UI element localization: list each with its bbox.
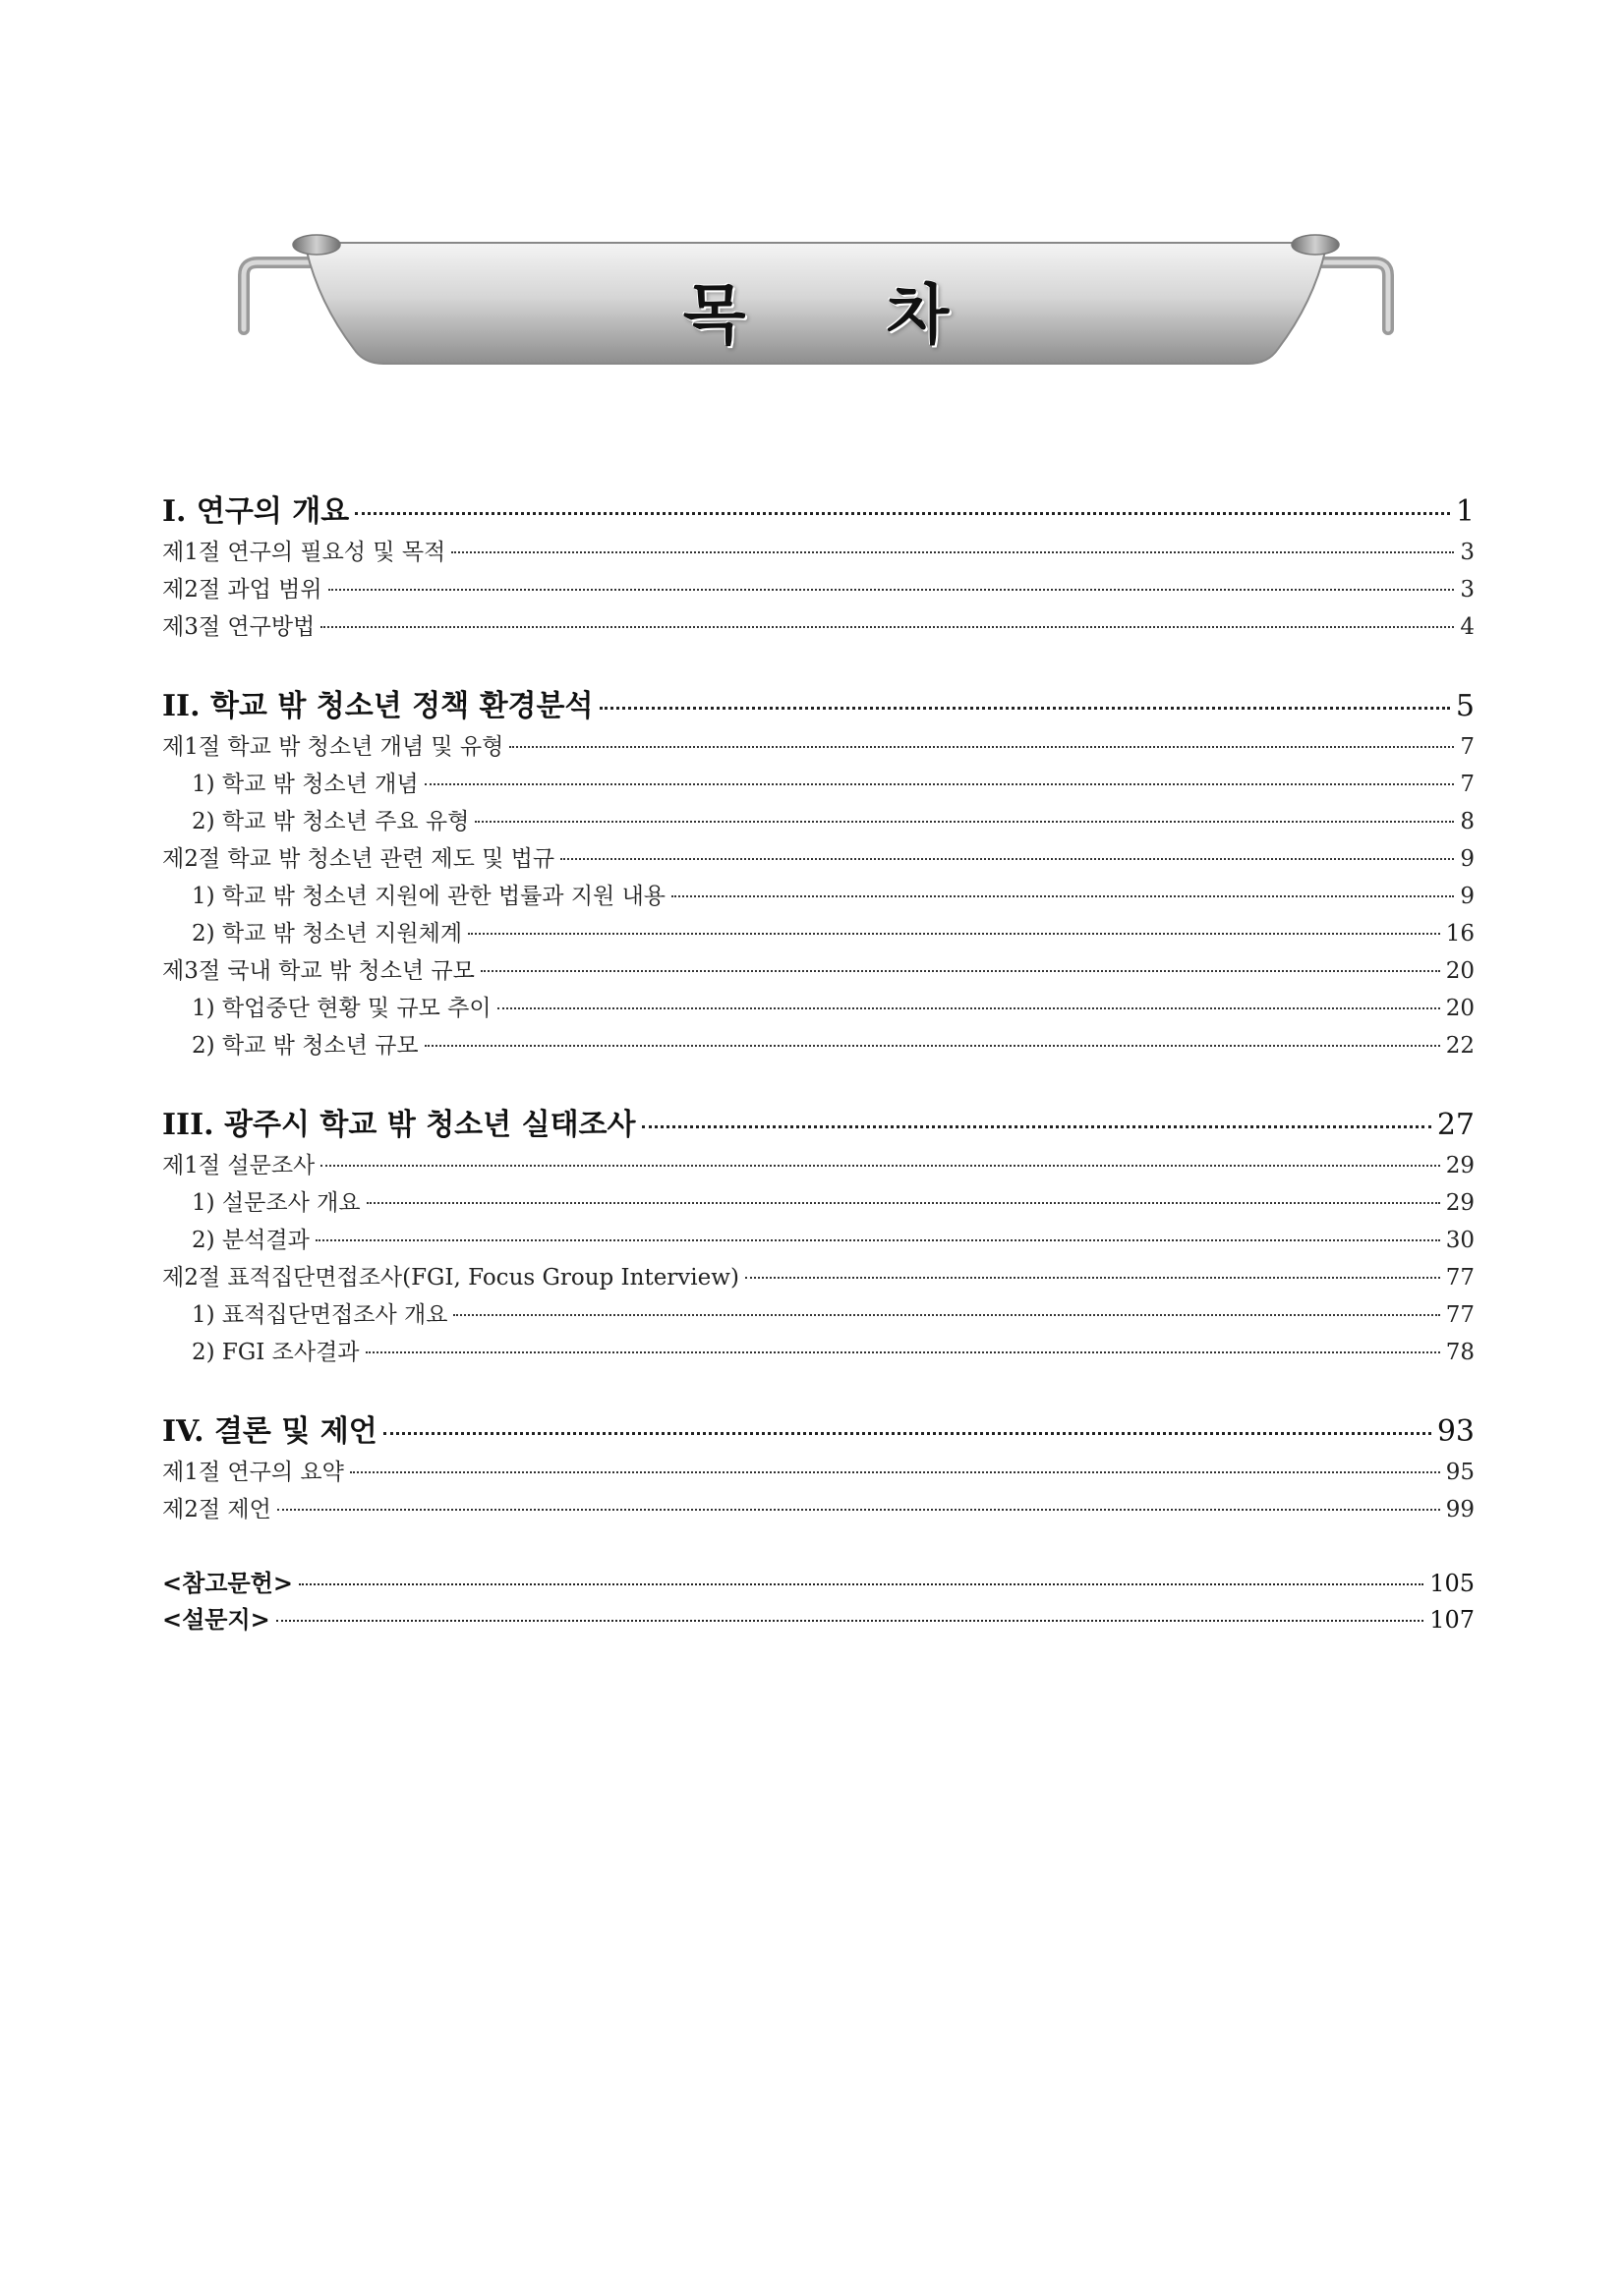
toc-chapter-heading[interactable] [162, 487, 1475, 534]
toc-entry[interactable] [162, 1259, 1475, 1296]
toc-entry[interactable] [162, 952, 1475, 990]
dot-leader [481, 970, 1440, 972]
toc-chapter-heading[interactable] [162, 1100, 1475, 1147]
dot-leader [453, 1314, 1439, 1316]
toc-entry[interactable] [162, 803, 1475, 840]
toc-chapter-4 [162, 1406, 1475, 1528]
dot-leader [509, 746, 1454, 748]
toc-chapter-2 [162, 681, 1475, 1064]
toc-entry-label: 1) 학교 밖 청소년 지원에 관한 법률과 지원 내용 [192, 884, 667, 909]
dot-leader [468, 933, 1440, 935]
page-title: 목 차 [682, 277, 1009, 353]
title-banner [236, 221, 1396, 378]
toc-entry-label: 1) 설문조사 개요 [192, 1190, 361, 1216]
toc-page-number: 5 [1455, 689, 1475, 723]
toc-page-number: 1 [1455, 494, 1475, 529]
toc-entry-label: 제3절 연구방법 [162, 614, 316, 640]
toc-page-number: 3 [1460, 577, 1475, 603]
toc-entry[interactable] [162, 915, 1475, 952]
dot-leader [276, 1620, 1423, 1622]
toc-chapter-3 [162, 1100, 1475, 1371]
toc-entry[interactable] [162, 840, 1475, 878]
table-of-contents [162, 487, 1475, 1672]
toc-page-number: 16 [1445, 921, 1475, 947]
toc-page-number: 77 [1445, 1302, 1475, 1328]
toc-entry-label: <참고문헌> [162, 1569, 293, 1597]
dot-leader [320, 626, 1454, 628]
toc-entry[interactable] [162, 608, 1475, 646]
toc-entry[interactable] [162, 1334, 1475, 1371]
toc-entry[interactable] [162, 766, 1475, 803]
dot-leader [383, 1432, 1431, 1435]
toc-entry-label: 제2절 학교 밖 청소년 관련 제도 및 법규 [162, 846, 555, 872]
toc-page-number: 29 [1445, 1153, 1475, 1178]
toc-entry[interactable] [162, 1296, 1475, 1334]
dot-leader [745, 1277, 1440, 1279]
dot-leader [475, 821, 1454, 823]
toc-page-number: 3 [1460, 540, 1475, 565]
toc-entry-label: 제2절 과업 범위 [162, 577, 322, 603]
toc-entry[interactable] [162, 571, 1475, 608]
toc-entry-questionnaire[interactable] [162, 1600, 1475, 1636]
toc-page-number: 105 [1429, 1570, 1475, 1597]
toc-chapter-1 [162, 487, 1475, 646]
dot-leader [328, 589, 1455, 591]
dot-leader [425, 783, 1455, 785]
toc-entry[interactable] [162, 990, 1475, 1027]
dot-leader [600, 707, 1450, 710]
toc-entry[interactable] [162, 878, 1475, 915]
toc-entry-label: 2) 학교 밖 청소년 주요 유형 [192, 809, 470, 834]
toc-entry-label: IV. 결론 및 제언 [162, 1414, 377, 1449]
toc-entry-label: 2) 학교 밖 청소년 지원체계 [192, 921, 463, 947]
toc-page-number: 9 [1460, 884, 1475, 909]
toc-entry-label: 2) 학교 밖 청소년 규모 [192, 1033, 419, 1059]
toc-page-number: 8 [1460, 809, 1475, 834]
toc-entry-label: I. 연구의 개요 [162, 494, 350, 529]
dot-leader [277, 1509, 1440, 1511]
dot-leader [671, 895, 1454, 897]
toc-entry-label: 제1절 연구의 요약 [162, 1460, 344, 1485]
toc-entry-label: II. 학교 밖 청소년 정책 환경분석 [162, 689, 594, 723]
toc-entry-label: 제2절 제언 [162, 1497, 271, 1522]
dot-leader [560, 858, 1454, 860]
toc-entry-label: 1) 표적집단면접조사 개요 [192, 1302, 448, 1328]
dot-leader [642, 1125, 1431, 1128]
toc-entry[interactable] [162, 1184, 1475, 1222]
toc-page-number: 93 [1436, 1414, 1475, 1449]
toc-page-number: 27 [1436, 1108, 1475, 1142]
toc-page-number: 20 [1445, 996, 1475, 1021]
toc-entry[interactable] [162, 1222, 1475, 1259]
toc-entry-label: 제2절 표적집단면접조사(FGI, Focus Group Interview) [162, 1265, 739, 1291]
toc-page-number: 107 [1429, 1606, 1475, 1634]
toc-entry[interactable] [162, 1027, 1475, 1064]
toc-entry-label: 1) 학업중단 현황 및 규모 추이 [192, 996, 492, 1021]
dot-leader [355, 512, 1450, 515]
toc-entry[interactable] [162, 728, 1475, 766]
toc-page-number: 30 [1445, 1228, 1475, 1253]
toc-page-number: 7 [1460, 734, 1475, 760]
toc-page-number: 95 [1445, 1460, 1475, 1485]
dot-leader [425, 1045, 1440, 1047]
toc-page-number: 22 [1445, 1033, 1475, 1059]
dot-leader [350, 1471, 1440, 1473]
dot-leader [367, 1202, 1440, 1204]
toc-page-number: 4 [1460, 614, 1475, 640]
toc-entry-label: 제3절 국내 학교 밖 청소년 규모 [162, 958, 475, 984]
toc-entry-label: 1) 학교 밖 청소년 개념 [192, 772, 419, 797]
toc-page-number: 78 [1445, 1340, 1475, 1365]
toc-entry-references[interactable] [162, 1564, 1475, 1600]
dot-leader [451, 551, 1454, 553]
dot-leader [320, 1165, 1439, 1167]
toc-entry-label: 제1절 연구의 필요성 및 목적 [162, 540, 446, 565]
toc-entry-label: 제1절 설문조사 [162, 1153, 316, 1178]
toc-page-number: 29 [1445, 1190, 1475, 1216]
toc-entry-label: <설문지> [162, 1605, 270, 1634]
toc-page-number: 7 [1460, 772, 1475, 797]
toc-entry-label: 2) FGI 조사결과 [192, 1340, 360, 1365]
toc-entry-label: III. 광주시 학교 밖 청소년 실태조사 [162, 1108, 636, 1142]
toc-chapter-heading[interactable] [162, 1406, 1475, 1454]
toc-page-number: 77 [1445, 1265, 1475, 1291]
toc-entry[interactable] [162, 534, 1475, 571]
toc-page-number: 99 [1445, 1497, 1475, 1522]
dot-leader [497, 1007, 1440, 1009]
toc-entry[interactable] [162, 1491, 1475, 1528]
dot-leader [316, 1239, 1440, 1241]
toc-page-number: 9 [1460, 846, 1475, 872]
dot-leader [366, 1351, 1440, 1353]
dot-leader [299, 1583, 1423, 1585]
toc-page-number: 20 [1445, 958, 1475, 984]
toc-entry[interactable] [162, 1454, 1475, 1491]
toc-entry[interactable] [162, 1147, 1475, 1184]
toc-entry-label: 제1절 학교 밖 청소년 개념 및 유형 [162, 734, 504, 760]
toc-chapter-heading[interactable] [162, 681, 1475, 728]
toc-references [162, 1564, 1475, 1636]
toc-entry-label: 2) 분석결과 [192, 1228, 310, 1253]
